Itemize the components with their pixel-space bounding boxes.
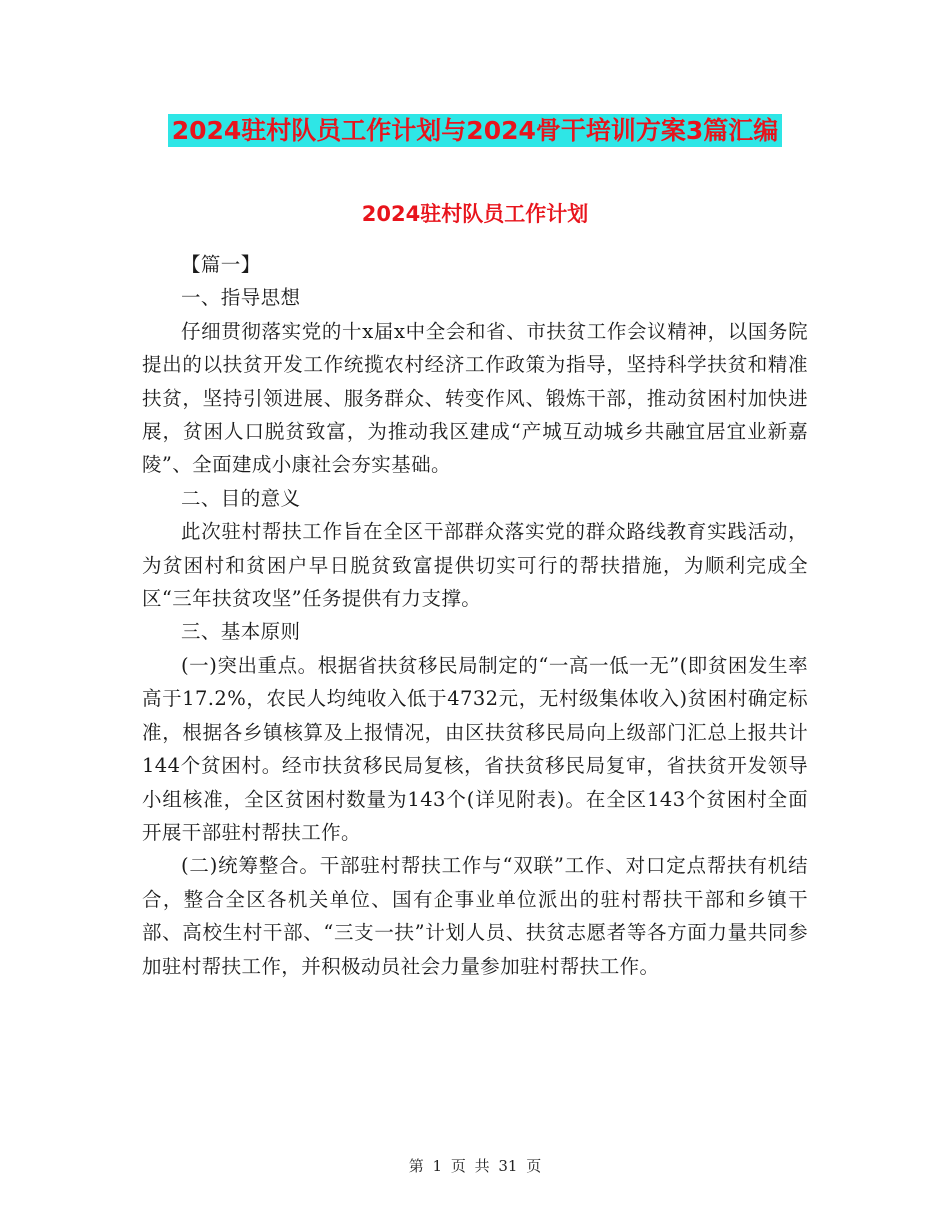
paragraph-focus: (一)突出重点。根据省扶贫移民局制定的“一高一低一无”(即贫困发生率高于17.2%，农民人均纯收入低于4732元，无村级集体收入)贫困村确定标准，根据各乡镇核算及上报情况，由区扶贫移民局向上级部门汇总上报共计144个贫困村。经市扶贫移民局复核，省扶贫移民局复审，省扶贫开发领导小组核准，全区贫困村数量为143个(详见附表)。在全区143个贫困村全面开展干部驻村帮扶工作。 bbox=[142, 653, 808, 844]
paragraph-integration: (二)统筹整合。干部驻村帮扶工作与“双联”工作、对口定点帮扶有机结合，整合全区各机关单位、国有企事业单位派出的驻村帮扶干部和乡镇干部、高校生村干部、“三支一扶”计划人员、扶贫志愿者等各方面力量共同参加驻村帮扶工作，并积极动员社会力量参加驻村帮扶工作。 bbox=[142, 854, 808, 978]
document-title bbox=[0, 112, 950, 150]
section-label: 【篇一】 bbox=[181, 253, 261, 276]
heading-principles: 三、基本原则 bbox=[181, 620, 301, 644]
paragraph-purpose: 此次驻村帮扶工作旨在全区干部群众落实党的群众路线教育实践活动，为贫困村和贫困户早日脱贫致富提供切实可行的帮扶措施，为顺利完成全区“三年扶贫攻坚”任务提供有力支撑。 bbox=[142, 520, 808, 611]
page-indicator: 第 1 页 共 31 页 bbox=[408, 1157, 542, 1175]
heading-purpose: 二、目的意义 bbox=[181, 486, 301, 510]
section-title: 2024驻村队员工作计划 bbox=[361, 202, 589, 226]
heading-guiding-thought: 一、指导思想 bbox=[181, 286, 301, 310]
paragraph-guiding-thought: 仔细贯彻落实党的十x届x中全会和省、市扶贫工作会议精神，以国务院提出的以扶贫开发工作统揽农村经济工作政策为指导，坚持科学扶贫和精准扶贫，坚持引领进展、服务群众、转变作风、锻炼干部，推动贫困村加快进展，贫困人口脱贫致富，为推动我区建成“产城互动城乡共融宜居宜业新嘉陵”、全面建成小康社会夯实基础。 bbox=[142, 319, 808, 477]
document-title-text: 2024驻村队员工作计划与2024骨干培训方案3篇汇编 bbox=[168, 114, 783, 147]
document-body bbox=[142, 248, 808, 983]
